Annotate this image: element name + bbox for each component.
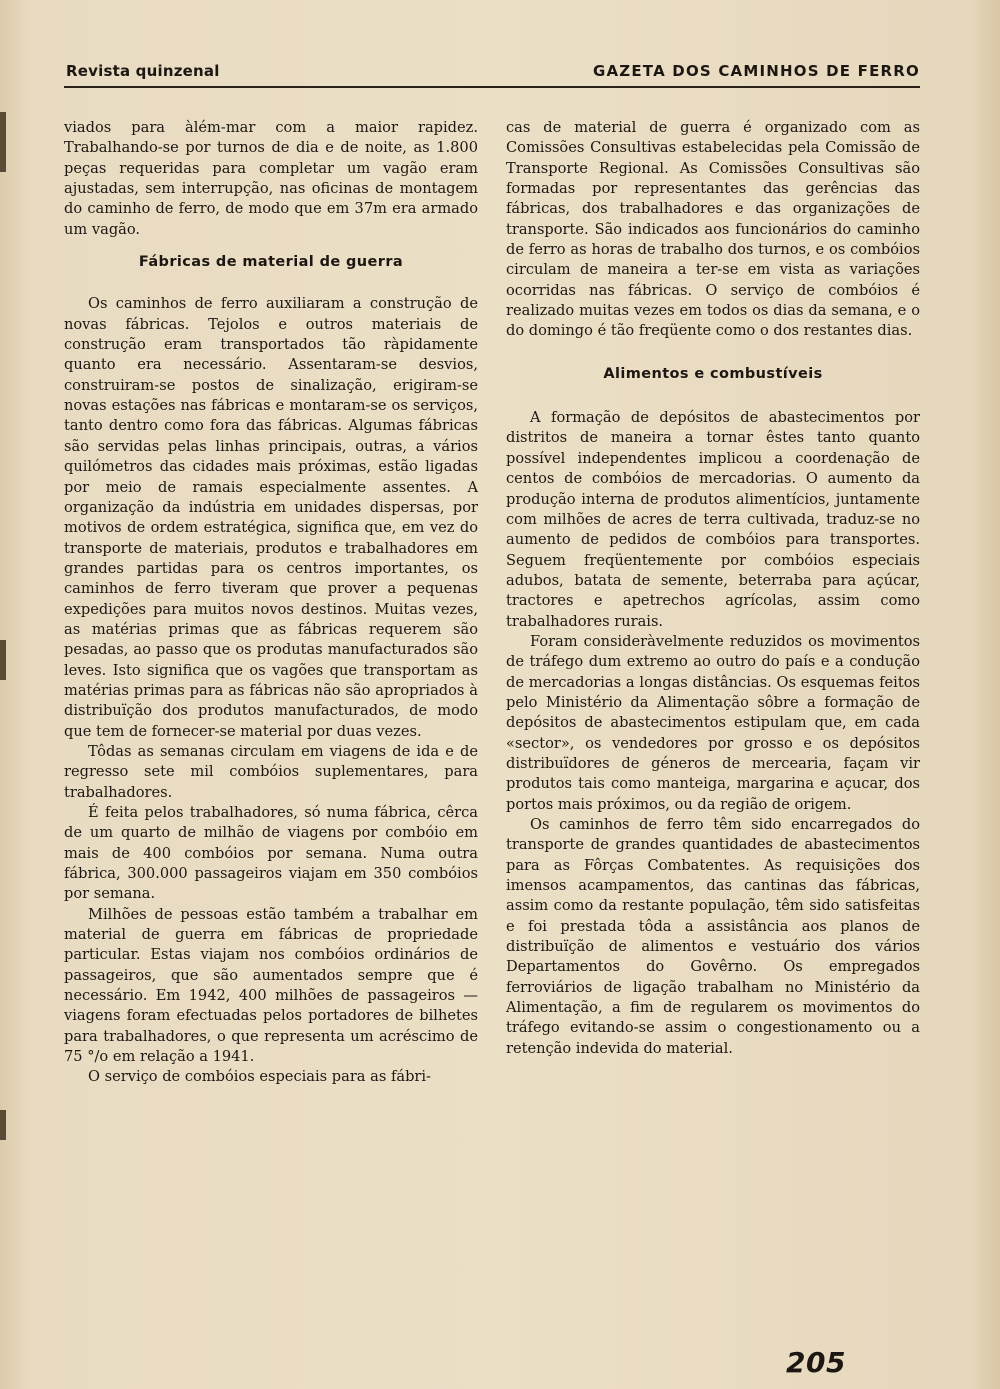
section-heading: Fábricas de material de guerra <box>138 254 404 271</box>
header-divider <box>64 86 920 88</box>
paragraph: A formação de depósitos de abastecimentos por distritos de maneira a tornar êstes tanto quanto possível independentes implicou a coordenação de centos de combóios de mercadorias. O aumento da produção interna de produtos alimentícios, juntamente com milhões de acres de terra cultivada, traduz-se no aumento de pedidos de combóios para transportes. Seguem freqüentemente por combóios especiais adubos, batata de semente, beterraba para açúcar, tractores e apetrechos agrícolas, assim como trabalhadores rurais. <box>506 409 920 630</box>
paragraph: É feita pelos trabalhadores, só numa fábrica, cêrca de um quarto de milhão de viagens por combóio em mais de 400 combóios por semana. Numa outra fábrica, 300.000 passageiros viajam em 350 combóios por semana. <box>64 804 478 903</box>
binding-mark <box>0 1110 6 1140</box>
paragraph: O serviço de combóios especiais para as fábri- <box>88 1068 431 1086</box>
right-column <box>506 118 920 1059</box>
header-left-title: Revista quinzenal <box>66 62 220 80</box>
binding-mark <box>0 112 6 172</box>
paragraph: Foram consideràvelmente reduzidos os movimentos de tráfego dum extremo ao outro do país e a condução de mercadorias a longas distâncias. Os esquemas feitos pelo Ministério da Alimentação sôbre a formação de depósitos de abastecimentos estipulam que, em cada «sector», os vendedores por grosso e os depósitos distribuïdores de géneros de mercearia, façam vir produtos tais como manteiga, margarina e açucar, dos portos mais próximos, ou da região de origem. <box>506 632 920 813</box>
paragraph: cas de material de guerra é organizado com as Comissões Consultivas estabelecidas pela Comissão de Transporte Regional. As Comissões Consultivas são formadas por representantes das gerências das fábricas, dos trabalhadores e das organizações de transporte. São indicados aos funcionários do caminho de ferro as horas de trabalho dos turnos, e os combóios circulam de maneira a ter-se em vista as variações ocorridas nas fábricas. O serviço de combóios é realizado muitas vezes em todos os dias da semana, e o do domingo é tão freqüente como o dos restantes dias. <box>506 119 920 340</box>
header-right-title: GAZETA DOS CAMINHOS DE FERRO <box>592 62 920 80</box>
paragraph: Os caminhos de ferro auxiliaram a construção de novas fábricas. Tejolos e outros materiais de construção eram transportados tão ràpidamente quanto era necessário. Assentaram-se desvios, construiram-se postos de sinalização, erigiram-se novas estações nas fábricas e montaram-se os serviços, tanto dentro como fora das fábricas. Algumas fábricas são servidas pelas linhas principais, outras, a vários quilómetros das cidades mais próximas, estão ligadas por meio de ramais especialmente assentes. A organização da indústria em unidades dispersas, por motivos de ordem estratégica, significa que, em vez do transporte de materiais, produtos e trabalhadores em grandes partidas para os centros importantes, os caminhos de ferro tiveram que prover a pequenas expedições para muitos novos destinos. Muitas vezes, as matérias primas que as fábricas requerem são pesadas, ao passo que os produtas manufacturados são leves. Isto significa que os vagões que transportam as matérias primas para as fábricas não são apropriados à distribuïção dos produtos manufacturados, de modo que tem de fornecer-se material por duas vezes. <box>64 295 478 740</box>
section-heading: Alimentos e combustíveis <box>603 365 823 382</box>
left-column <box>64 118 478 1088</box>
paragraph: viados para àlém-mar com a maior rapidez. Trabalhando-se por turnos de dia e de noite, as 1.800 peças requeridas para completar um vagão eram ajustadas, sem interrupção, nas oficinas de montagem do caminho de ferro, de modo que em 37m era armado um vagão. <box>64 119 478 238</box>
paragraph: Tôdas as semanas circulam em viagens de ida e de regresso sete mil combóios suplementares, para trabalhadores. <box>64 742 478 801</box>
page-number: 205 <box>786 1346 846 1379</box>
paragraph: Milhões de pessoas estão também a trabalhar em material de guerra em fábricas de propriedade particular. Estas viajam nos combóios ordinários de passageiros, que são aumentados sempre que é necessário. Em 1942, 400 milhões de passageiros — viagens foram efectuadas pelos portadores de bilhetes para trabalhadores, o que representa um acréscimo de 75 °/o em relação a 1941. <box>64 905 478 1066</box>
paragraph: Os caminhos de ferro têm sido encarregados do transporte de grandes quantidades de abastecimentos para as Fôrças Combatentes. As requisições dos imensos acampamentos, das cantinas das fábricas, assim como da restante população, têm sido satisfeitas e foi prestada tôda a assistância aos planos de distribuïção de alimentos e vestuário dos vários Departamentos do Govêrno. Os empregados ferroviários de ligação trabalham no Ministério da Alimentação, a fim de regularem os movimentos do tráfego evitando-se assim o congestionamento ou a retenção indevida do material. <box>506 816 920 1057</box>
binding-mark <box>0 640 6 680</box>
